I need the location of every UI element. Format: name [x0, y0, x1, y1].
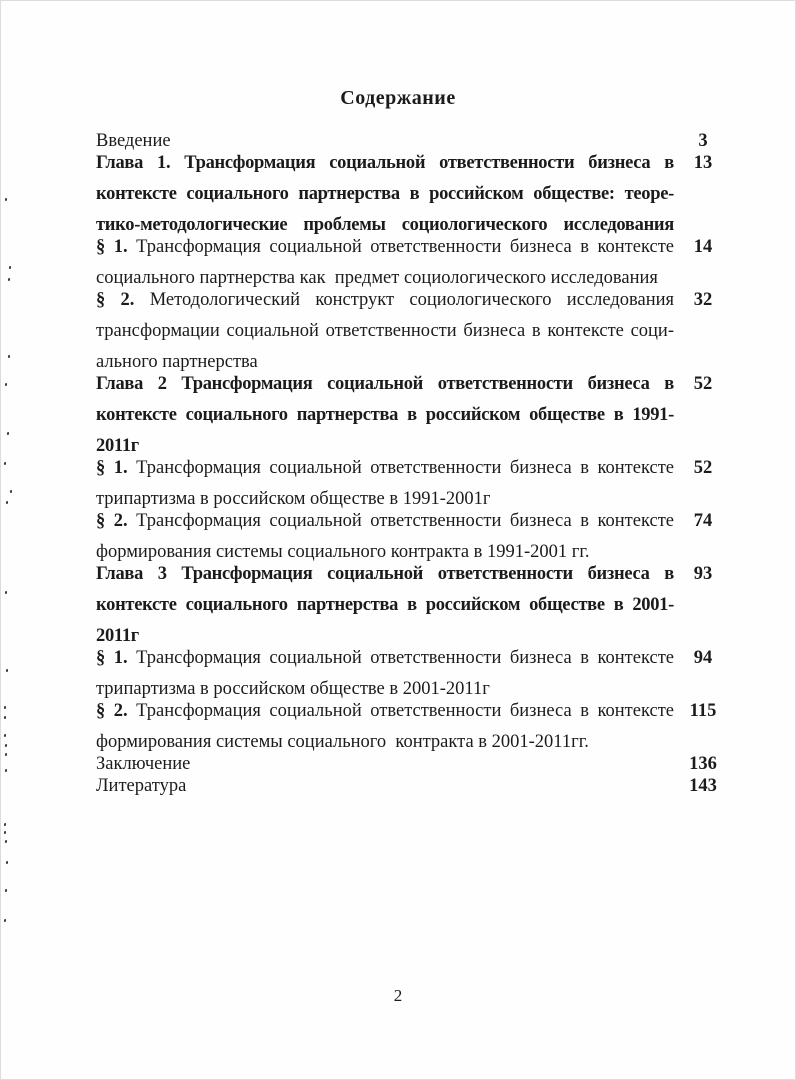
toc-entry [96, 289, 732, 373]
toc-entry-line [96, 457, 732, 479]
scan-speck [8, 278, 11, 281]
toc-entry-line [96, 404, 732, 426]
toc-entry-line [96, 152, 732, 174]
scan-speck [6, 501, 9, 504]
toc-section-marker: § 2. [96, 701, 128, 721]
toc-entry-text: § 2. Трансформация социальной ответственности бизнеса в контексте [96, 511, 675, 531]
toc-entry-line [96, 753, 732, 775]
scan-speck [5, 591, 8, 594]
toc-entry-line [96, 373, 732, 395]
scan-speck [4, 716, 7, 719]
toc-entry-line [96, 214, 732, 236]
toc-page-number: 52 [693, 374, 713, 394]
toc-entry-text: ального партнерства [96, 352, 258, 372]
toc-entry [96, 457, 732, 510]
scan-speck [5, 889, 8, 892]
toc-list [96, 130, 732, 797]
toc-page-number: 32 [693, 290, 713, 310]
toc-entry-line [96, 594, 732, 616]
toc-entry-text: § 1. Трансформация социальной ответственности бизнеса в контексте [96, 237, 675, 257]
toc-page-number: 74 [693, 511, 713, 531]
toc-entry-text: трипартизма в российском обществе в 1991-2001г [96, 489, 491, 509]
toc-entry-text: § 2. Трансформация социальной ответственности бизнеса в контексте [96, 701, 675, 721]
toc-page-number: 94 [693, 648, 713, 668]
toc-entry-text: Глава 1. Трансформация социальной ответственности бизнеса в [96, 153, 674, 173]
toc-entry-line [96, 435, 732, 457]
toc-entry-text: формирования системы социального контракта в 2001-2011гг. [96, 732, 589, 752]
toc-entry [96, 563, 732, 647]
toc-section-marker: § 1. [96, 237, 128, 257]
toc-entry-text: Глава 2 Трансформация социальной ответственности бизнеса в [96, 374, 674, 394]
scan-speck [4, 734, 7, 737]
toc-entry-text: контексте социального партнерства в российском обществе в 2001- [96, 595, 674, 615]
scan-speck [5, 840, 8, 843]
toc-entry-line [96, 625, 732, 647]
toc-entry-text: § 1. Трансформация социальной ответственности бизнеса в контексте [96, 458, 675, 478]
toc-entry-line [96, 678, 732, 700]
toc-section-marker: § 1. [96, 458, 128, 478]
scan-speck [5, 744, 8, 747]
toc-entry-text: Глава 3 Трансформация социальной ответственности бизнеса в [96, 564, 674, 584]
toc-entry-line [96, 563, 732, 585]
toc-entry-text: контексте социального партнерства в российском обществе: теоре- [96, 184, 674, 204]
scan-speck [4, 462, 7, 465]
footer-page-number: 2 [393, 986, 403, 1005]
toc-section-marker: § 2. [96, 511, 128, 531]
toc-entry-text: § 2. Методологический конструкт социологического исследования [96, 290, 675, 310]
toc-entry-line [96, 289, 732, 311]
toc-entry-text: Введение [96, 131, 171, 151]
toc-entry-line [96, 775, 732, 797]
toc-entry-line [96, 320, 732, 342]
scan-speck [6, 669, 9, 672]
toc-entry-text: 2011г [96, 626, 139, 646]
toc-section-marker: § 2. [96, 290, 135, 310]
toc-page-number: 3 [698, 131, 708, 151]
toc-page-number: 143 [689, 776, 717, 796]
toc-page-number: 115 [689, 701, 717, 721]
toc-entry-text: контексте социального партнерства в российском обществе в 1991- [96, 405, 674, 425]
scan-speck [4, 823, 7, 826]
toc-entry-text: социального партнерства как предмет социологического исследования [96, 268, 658, 288]
toc-page-number: 136 [689, 754, 717, 774]
scan-speck [5, 198, 8, 201]
toc-entry-text: формирования системы социального контракта в 1991-2001 гг. [96, 542, 590, 562]
scan-speck [9, 266, 12, 269]
toc-entry [96, 510, 732, 563]
scan-speck [5, 769, 8, 772]
toc-entry-line [96, 130, 732, 152]
toc-entry-text: 2011г [96, 436, 139, 456]
scan-speck [8, 355, 11, 358]
toc-entry [96, 152, 732, 236]
toc-entry-line [96, 236, 732, 258]
toc-page-number: 14 [693, 237, 713, 257]
toc-entry-line [96, 647, 732, 669]
toc-entry-line [96, 183, 732, 205]
scan-speck [6, 861, 9, 864]
toc-entry [96, 700, 732, 753]
toc-entry-line [96, 351, 732, 373]
scan-speck [4, 831, 7, 834]
scan-speck [7, 432, 10, 435]
toc-entry [96, 373, 732, 457]
toc-entry-text: тико-методологические проблемы социологического исследования [96, 215, 674, 235]
toc-entry-text: § 1. Трансформация социальной ответственности бизнеса в контексте [96, 648, 675, 668]
scan-speck [4, 706, 7, 709]
toc-entry [96, 236, 732, 289]
scan-speck [10, 490, 13, 493]
toc-entry-line [96, 700, 732, 722]
toc-entry-text: трансформации социальной ответственности бизнеса в контексте соци- [96, 321, 674, 341]
scan-speck [4, 919, 7, 922]
toc-entry-line [96, 510, 732, 532]
scan-speck [5, 383, 8, 386]
toc-entry [96, 753, 732, 775]
toc-entry [96, 775, 732, 797]
toc-entry-line [96, 267, 732, 289]
toc-entry-line [96, 488, 732, 510]
page-title: Содержание [340, 87, 456, 109]
toc-entry-text: трипартизма в российском обществе в 2001-2011г [96, 679, 490, 699]
toc-entry [96, 130, 732, 152]
toc-entry-line [96, 541, 732, 563]
toc-section-marker: § 1. [96, 648, 128, 668]
toc-page-number: 52 [693, 458, 713, 478]
toc-entry-text: Заключение [96, 754, 191, 774]
toc-entry-text: Литература [96, 776, 187, 796]
scan-speck [5, 753, 8, 756]
toc-page-number: 13 [693, 153, 713, 173]
toc-entry-line [96, 731, 732, 753]
toc-entry [96, 647, 732, 700]
toc-page-number: 93 [693, 564, 713, 584]
